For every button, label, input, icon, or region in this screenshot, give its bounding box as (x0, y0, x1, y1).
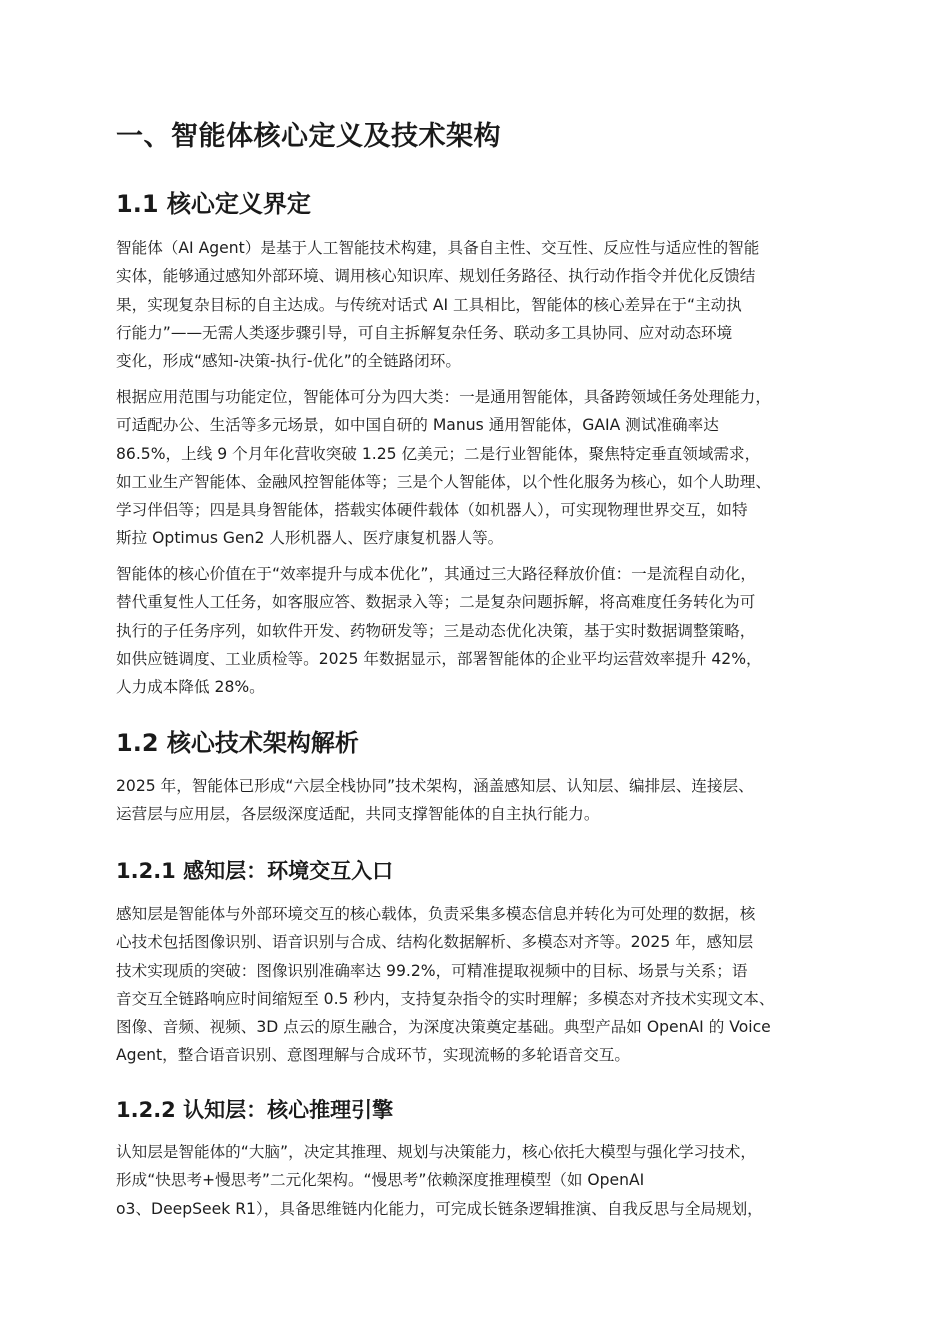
text-line: 运营层与应用层，各层级深度适配，共同支撑智能体的自主执行能力。 (116, 805, 600, 824)
text-line: 如供应链调度、工业质检等。2025 年数据显示，部署智能体的企业平均运营效率提升 42%， (116, 649, 762, 668)
text-line: 86.5%，上线 9 个月年化营收突破 1.25 亿美元；二是行业智能体，聚焦特定垂直领域需求， (116, 444, 761, 463)
text-line: 果，实现复杂目标的自主达成。与传统对话式 AI 工具相比，智能体的核心差异在于“主动执 (116, 295, 742, 314)
text-line: 智能体（AI Agent）是基于人工智能技术构建，具备自主性、交互性、反应性与适应性的智能 (116, 239, 760, 257)
heading-1-2-2: 1.2.2 认知层：核心推理引擎 (116, 1098, 394, 1122)
section-title: 一、智能体核心定义及技术架构 (116, 121, 501, 152)
text-line: 图像、音频、视频、3D 点云的原生融合，为深度决策奠定基础。典型产品如 OpenAI 的 Voice (116, 1018, 771, 1037)
paragraph-perception (116, 900, 844, 1070)
paragraph-architecture (116, 772, 844, 829)
text-line: 斯拉 Optimus Gen2 人形机器人、医疗康复机器人等。 (116, 529, 504, 548)
text-line: 2025 年，智能体已形成“六层全栈协同”技术架构，涵盖感知层、认知层、编排层、连接层、 (116, 777, 754, 795)
paragraph-classification (116, 383, 844, 553)
text-line: 变化，形成“感知-决策-执行-优化”的全链路闭环。 (116, 352, 461, 371)
paragraph-value (116, 560, 844, 701)
text-line: 如工业生产智能体、金融风控智能体等；三是个人智能体，以个性化服务为核心，如个人助理、 (116, 472, 771, 491)
heading-1-2-1: 1.2.1 感知层：环境交互入口 (116, 859, 394, 883)
heading-1-1: 1.1 核心定义界定 (116, 190, 311, 218)
text-line: 感知层是智能体与外部环境交互的核心载体，负责采集多模态信息并转化为可处理的数据，核 (116, 905, 756, 923)
text-line: 替代重复性人工任务，如客服应答、数据录入等；二是复杂问题拆解，将高难度任务转化为可 (116, 593, 756, 612)
paragraph-definition (116, 234, 844, 375)
heading-1-2: 1.2 核心技术架构解析 (116, 729, 359, 757)
text-line: 音交互全链路响应时间缩短至 0.5 秒内，支持复杂指令的实时理解；多模态对齐技术实现文本、 (116, 989, 775, 1008)
text-line: 心技术包括图像识别、语音识别与合成、结构化数据解析、多模态对齐等。2025 年，感知层 (116, 933, 754, 952)
text-line: 智能体的核心价值在于“效率提升与成本优化”，其通过三大路径释放价值：一是流程自动化， (116, 565, 756, 583)
text-line: 学习伴侣等；四是具身智能体，搭载实体硬件载体（如机器人），可实现物理世界交互，如特 (116, 501, 748, 520)
text-line: 执行的子任务序列，如软件开发、药物研发等；三是动态优化决策，基于实时数据调整策略， (116, 621, 756, 640)
text-line: 根据应用范围与功能定位，智能体可分为四大类：一是通用智能体，具备跨领域任务处理能力， (116, 388, 771, 406)
text-line: 行能力”——无需人类逐步骤引导，可自主拆解复杂任务、联动多工具协同、应对动态环境 (116, 323, 733, 342)
paragraph-cognition (116, 1138, 844, 1223)
text-line: 实体，能够通过感知外部环境、调用核心知识库、规划任务路径、执行动作指令并优化反馈结 (116, 267, 756, 286)
text-line: 人力成本降低 28%。 (116, 678, 265, 697)
text-line: 认知层是智能体的“大脑”，决定其推理、规划与决策能力，核心依托大模型与强化学习技术， (116, 1143, 756, 1161)
text-line: 可适配办公、生活等多元场景，如中国自研的 Manus 通用智能体，GAIA 测试准确率达 (116, 416, 719, 435)
text-line: o3、DeepSeek R1），具备思维链内化能力，可完成长链条逻辑推演、自我反思与全局规划， (116, 1199, 763, 1218)
text-line: 形成“快思考+慢思考”二元化架构。“慢思考”依赖深度推理模型（如 OpenAI (116, 1171, 645, 1190)
text-line: 技术实现质的突破：图像识别准确率达 99.2%，可精准提取视频中的目标、场景与关系；语 (116, 961, 748, 980)
text-line: Agent，整合语音识别、意图理解与合成环节，实现流畅的多轮语音交互。 (116, 1046, 630, 1065)
